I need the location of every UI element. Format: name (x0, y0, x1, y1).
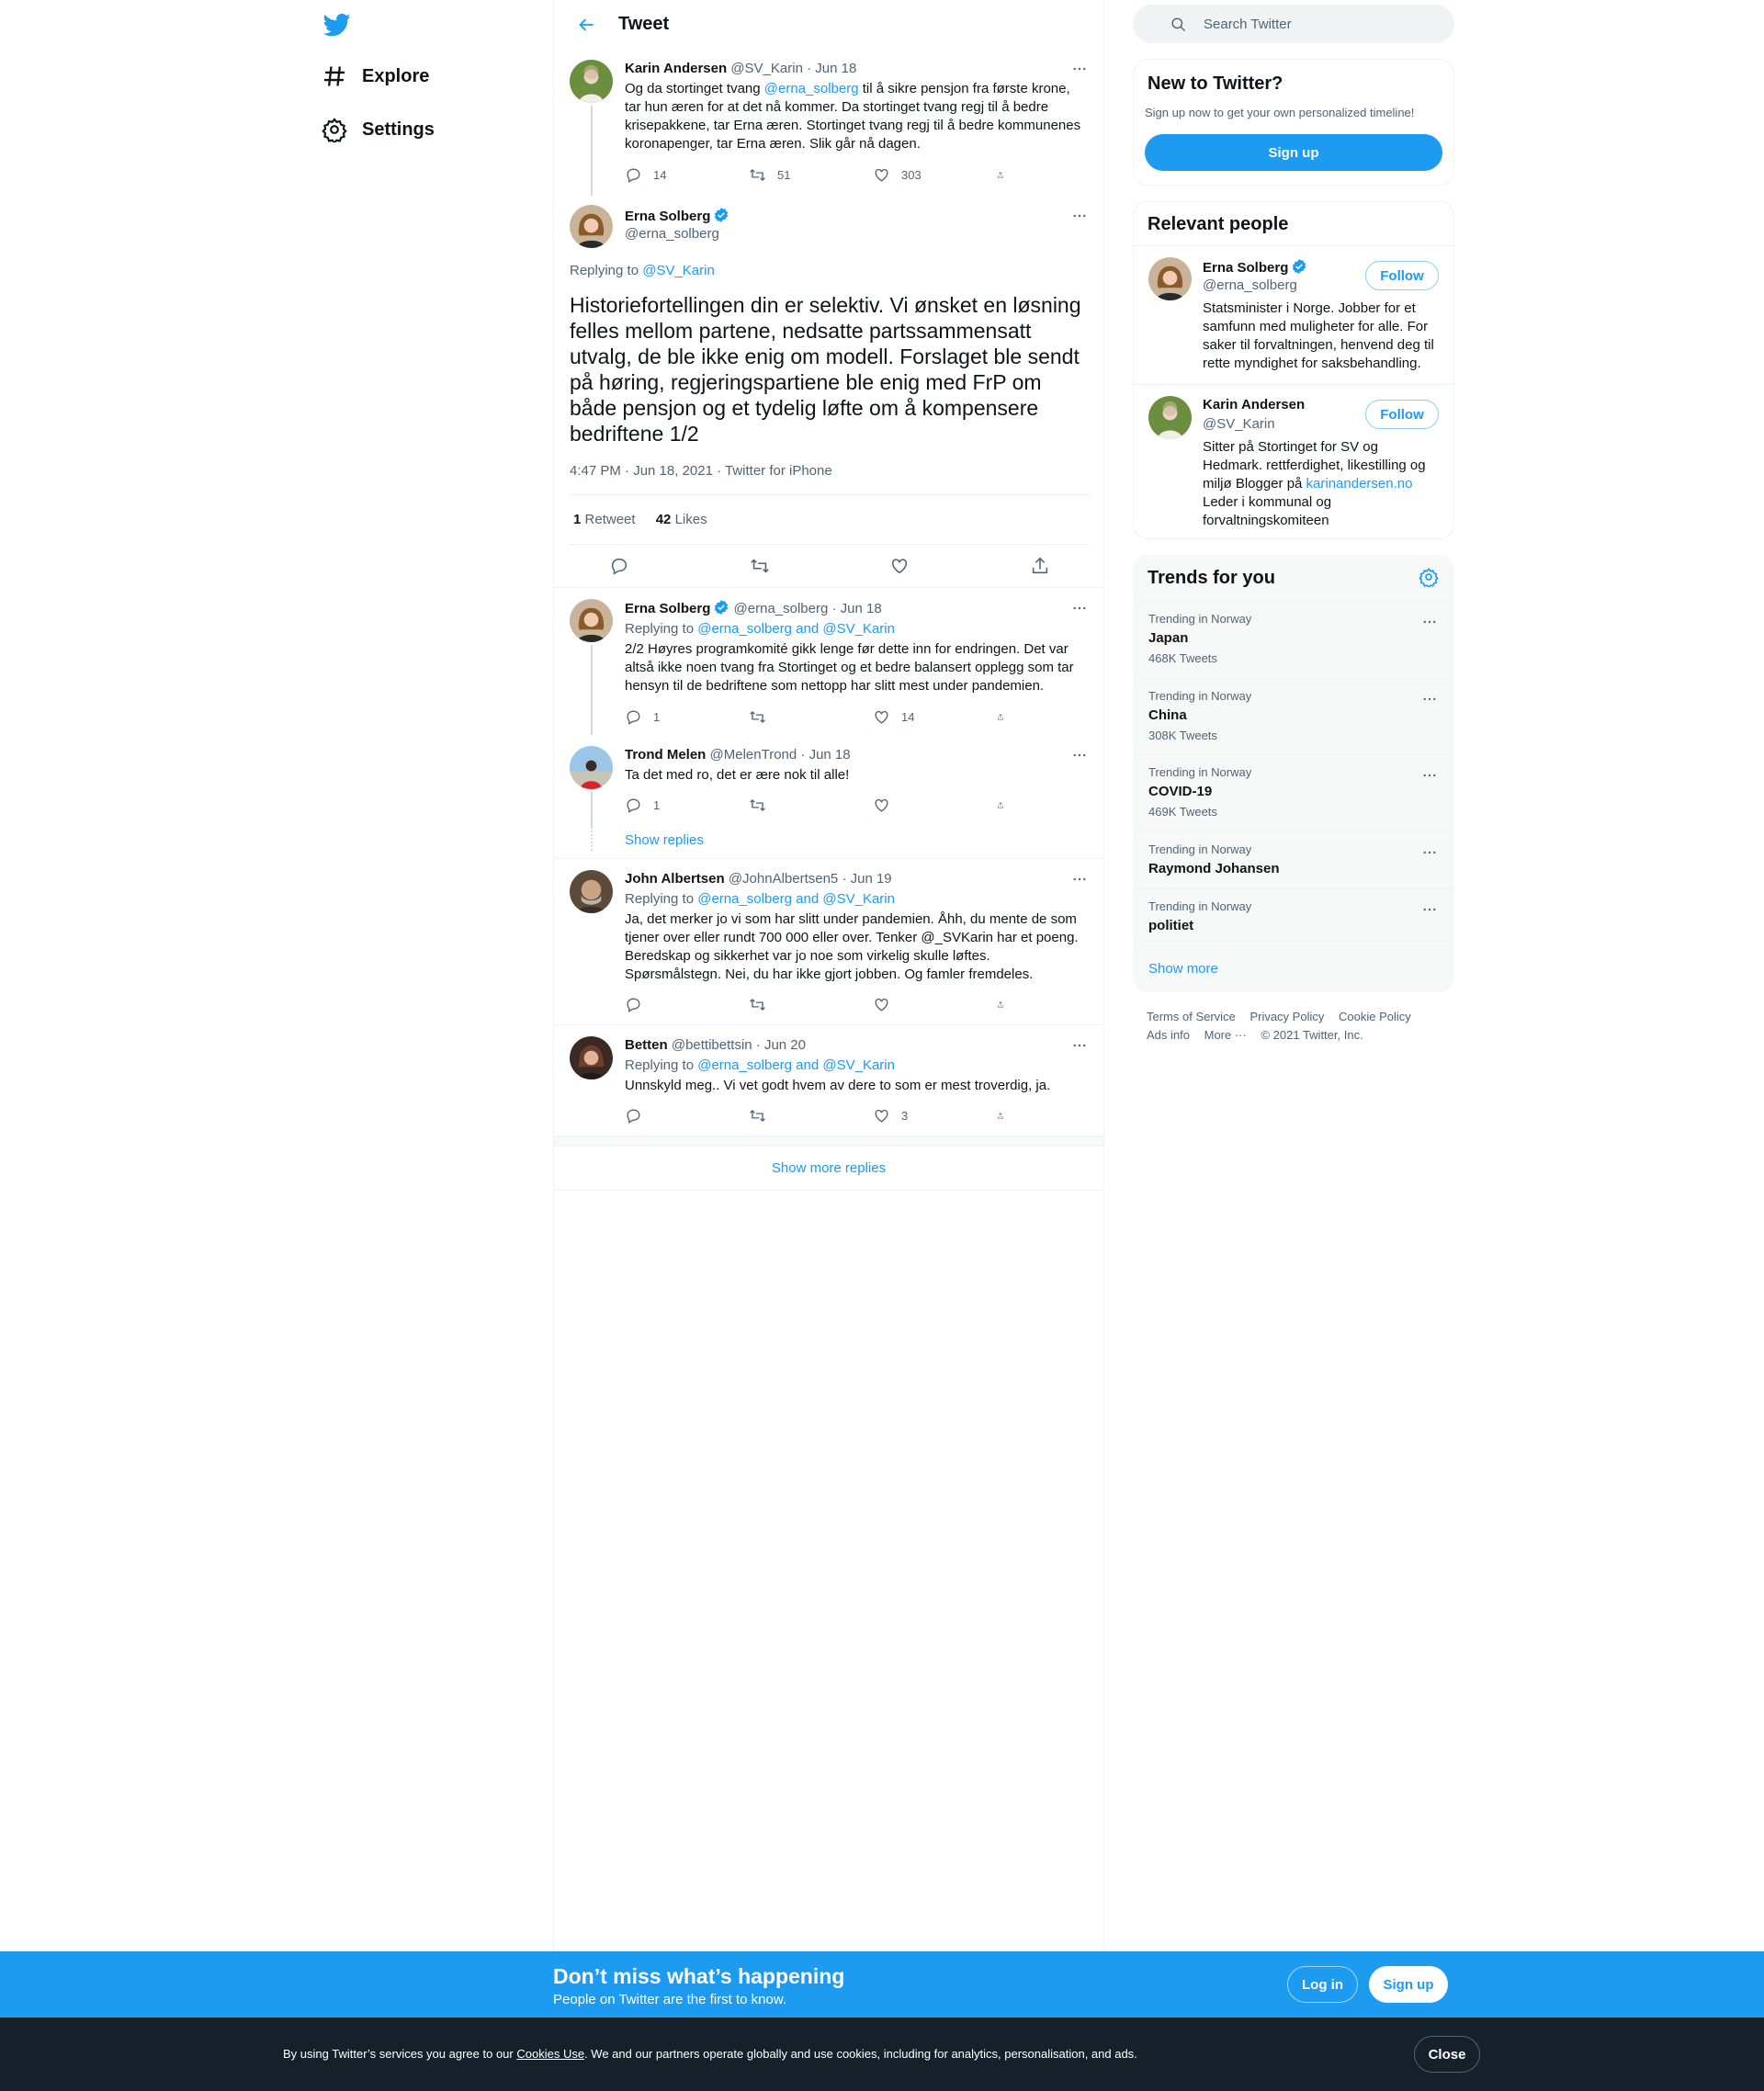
replying-prefix: Replying to (625, 1057, 698, 1073)
bio-text: Sitter på Stortinget for SV og Hedmark. rettferdighet, likestilling og miljø Blogger på (1203, 439, 1426, 492)
mention-link[interactable]: @SV_Karin (642, 263, 715, 278)
card-title: New to Twitter? (1148, 73, 1283, 94)
author-name-text: Erna Solberg (625, 209, 711, 224)
tweet-timestamp[interactable]: 4:47 PM · Jun 18, 2021 · Twitter for iPhone (570, 463, 832, 479)
author-handle[interactable]: @bettibettsin (671, 1037, 752, 1053)
person-name-text: Erna Solberg (1203, 260, 1289, 276)
more-options-icon[interactable] (1419, 764, 1441, 786)
heart-icon (873, 1107, 890, 1125)
trend-context: Trending in Norway (1148, 612, 1252, 626)
reply-icon (625, 797, 642, 814)
twitter-logo-icon[interactable] (322, 11, 353, 39)
author-handle[interactable]: @MelenTrond (709, 747, 797, 763)
trend-count: 469K Tweets (1148, 805, 1217, 819)
mention-link[interactable]: @erna_solberg and @SV_Karin (697, 621, 895, 637)
tweet-date[interactable]: · Jun 18 (800, 747, 851, 763)
prompt-subtitle: People on Twitter are the first to know. (553, 1992, 787, 2007)
retweet-button[interactable] (749, 994, 841, 1014)
share-icon (997, 166, 1004, 184)
person-bio (1203, 438, 1442, 530)
reply-icon (625, 708, 642, 726)
cookie-policy-link[interactable]: Cookie Policy (1338, 1010, 1411, 1023)
author-name[interactable]: Trond Melen (625, 747, 707, 763)
replying-prefix: Replying to (625, 621, 698, 637)
like-count: 303 (901, 167, 922, 182)
gear-icon (322, 117, 347, 142)
retweet-count: 51 (777, 167, 791, 182)
author-name[interactable] (625, 207, 729, 224)
tweet-actions (625, 706, 1015, 727)
author-name[interactable]: John Albertsen (625, 871, 725, 887)
replying-prefix: Replying to (570, 263, 643, 278)
tweet-date[interactable]: · Jun 19 (842, 871, 892, 887)
divider (1134, 945, 1453, 946)
trend-context: Trending in Norway (1148, 899, 1252, 913)
tweet-header (625, 599, 1089, 618)
bio-text: Leder i kommunal og forvaltningskomiteen (1203, 494, 1332, 528)
reply-button[interactable] (625, 795, 717, 815)
tweet-header (625, 60, 1089, 78)
show-more-replies-button[interactable] (554, 1147, 1103, 1191)
page-title: Tweet (618, 14, 670, 34)
cookie-text-part: By using Twitter’s services you agree to our (283, 2047, 517, 2061)
more-options-icon[interactable] (1419, 899, 1441, 921)
tweet-actions (625, 795, 1015, 815)
search-placeholder: Search Twitter (1204, 16, 1292, 32)
card-title: Trends for you (1148, 568, 1275, 588)
tweet-header (625, 1036, 1089, 1055)
tweet-date[interactable]: · Jun 20 (755, 1037, 806, 1053)
main-tweet (554, 196, 1103, 588)
reply-icon (625, 1107, 642, 1125)
mention-link[interactable]: @erna_solberg and @SV_Karin (697, 891, 895, 907)
like-button[interactable] (873, 795, 965, 815)
reply-tweet[interactable] (554, 735, 1103, 858)
like-button[interactable] (873, 1105, 965, 1125)
thread-line (591, 106, 593, 196)
retweet-icon (749, 797, 766, 814)
retweet-button[interactable] (749, 795, 841, 815)
avatar[interactable] (570, 746, 613, 789)
tweet-date[interactable]: · Jun 18 (831, 601, 882, 616)
retweet-label: Retweet (584, 512, 636, 527)
person-item[interactable] (1134, 246, 1453, 384)
reply-button[interactable] (625, 994, 717, 1014)
replying-to (625, 1057, 1089, 1075)
heart-icon (873, 797, 890, 814)
retweets-stat[interactable] (573, 512, 636, 527)
retweet-icon (749, 166, 766, 184)
more-options-icon[interactable] (1069, 744, 1091, 766)
sign-up-button[interactable]: Sign up (1369, 1966, 1448, 2003)
retweet-icon (749, 1107, 766, 1125)
new-to-twitter-card (1133, 59, 1454, 186)
person-handle[interactable]: @SV_Karin (1203, 416, 1275, 432)
retweet-icon (749, 996, 766, 1013)
main-tweet-actions (609, 556, 1050, 578)
relevant-people-card (1133, 201, 1454, 539)
likes-stat[interactable] (656, 512, 707, 527)
nav-explore[interactable] (322, 58, 429, 95)
footer (1147, 1008, 1441, 1045)
sign-up-button[interactable]: Sign up (1145, 134, 1442, 171)
tweet-header (625, 746, 1089, 764)
trends-card (1133, 555, 1454, 992)
tweet-actions (625, 164, 1015, 185)
show-more-replies-label: Show more replies (771, 1160, 887, 1176)
trend-count: 468K Tweets (1148, 651, 1217, 665)
author-name[interactable]: Betten (625, 1037, 668, 1053)
trend-context: Trending in Norway (1148, 765, 1252, 779)
like-total: 42 (655, 512, 672, 527)
share-button[interactable] (997, 1105, 1015, 1125)
avatar[interactable] (570, 205, 613, 248)
reply-button[interactable] (625, 706, 717, 727)
avatar[interactable] (570, 60, 613, 103)
tweet-text-part: Og da stortinget tvang (625, 81, 764, 96)
reply-icon[interactable] (609, 556, 629, 578)
share-icon (997, 1107, 1004, 1125)
show-replies-link[interactable]: Show replies (625, 832, 704, 848)
mention-link[interactable]: @erna_solberg (763, 81, 859, 96)
tweet-text: Ja, det merker jo vi som har slitt under pandemien. Åhh, du mente de som tjener over eller rundt 700 000 eller over. Tenker @_SVKarin har et poeng. Beredskap og sikkerhet var jo noe som virkelig skulle løftes. Spørsmålstegn. Nei, du har ikke gjort jobben. Og famler fremdeles. (625, 911, 1079, 982)
tweet-text-part: til å sikre pensjon fra første krone, tar hun æren for at det nå kommer. Da stortinget tvang regj til å bedre krisepakkene, tar Erna æren. Stortinget tvang regj til å bedre kommunenes koronapenger, tar Erna æren. Slik går nå dagen. (625, 81, 1081, 152)
section-spacer (554, 1136, 1103, 1147)
hashtag-icon (322, 63, 347, 89)
tweet-text: 2/2 Høyres programkomité gikk lenge før dette inn for endringen. Det var altså ikke noen tvang fra Stortinget og et bedre balansert opplegg som tar hensyn til de bedriftene som nettopp har slitt mest under pandemien. (625, 641, 1074, 694)
tweet-actions (625, 994, 1015, 1014)
retweet-button[interactable] (749, 1105, 841, 1125)
author-handle[interactable]: @erna_solberg (733, 601, 829, 616)
tweet-date[interactable]: · Jun 18 (807, 61, 857, 76)
trend-name: COVID-19 (1148, 784, 1213, 799)
more-options-icon[interactable] (1419, 688, 1441, 710)
thread-line (591, 645, 593, 735)
terms-link[interactable]: Terms of Service (1147, 1010, 1236, 1023)
divider (570, 494, 1090, 495)
like-label: Likes (674, 512, 707, 527)
show-more-trends-link[interactable]: Show more (1148, 961, 1218, 977)
thread-dots (591, 831, 593, 851)
heart-icon (873, 708, 890, 726)
share-button[interactable] (997, 795, 1015, 815)
retweet-button[interactable] (749, 706, 841, 727)
like-button[interactable] (873, 994, 965, 1014)
mention-link[interactable]: @erna_solberg and @SV_Karin (697, 1057, 895, 1073)
trend-context: Trending in Norway (1148, 842, 1252, 856)
main-column (553, 0, 1104, 1952)
tweet-text: Unnskyld meg.. Vi vet godt hvem av dere to som er mest troverdig, ja. (625, 1078, 1051, 1093)
author-name[interactable]: Erna Solberg (625, 601, 711, 616)
person-name[interactable]: Karin Andersen (1203, 397, 1306, 413)
more-options-icon[interactable] (1069, 868, 1091, 890)
avatar[interactable] (1148, 257, 1192, 300)
share-button[interactable] (997, 706, 1015, 727)
verified-badge-icon (713, 207, 729, 223)
reply-tweet[interactable] (554, 859, 1103, 1024)
person-handle[interactable]: @erna_solberg (1203, 277, 1297, 293)
share-button[interactable] (997, 164, 1015, 185)
reply-tweet[interactable] (554, 588, 1103, 735)
card-title: Relevant people (1148, 214, 1289, 234)
share-icon[interactable] (1030, 556, 1050, 578)
login-prompt-bar (0, 1951, 1764, 2018)
close-button[interactable]: Close (1414, 2036, 1480, 2073)
trend-item[interactable] (1134, 889, 1453, 946)
follow-button[interactable]: Follow (1365, 261, 1439, 290)
log-in-button[interactable]: Log in (1287, 1966, 1358, 2003)
heart-icon (873, 166, 890, 184)
main-header (554, 0, 1103, 49)
reply-count: 14 (653, 167, 667, 182)
person-item[interactable] (1134, 385, 1453, 539)
like-count: 3 (901, 1108, 909, 1123)
trend-name: China (1148, 707, 1187, 723)
author-handle[interactable]: @SV_Karin (730, 61, 803, 76)
reply-icon (625, 166, 642, 184)
trend-count: 308K Tweets (1148, 729, 1217, 742)
card-subtitle: Sign up now to get your own personalized timeline! (1145, 106, 1415, 119)
tweet-header (625, 870, 1089, 888)
prompt-title: Don’t miss what’s happening (553, 1964, 845, 1988)
gear-icon[interactable] (1419, 567, 1441, 589)
retweet-button[interactable] (749, 164, 841, 185)
nav-explore-label: Explore (362, 65, 430, 86)
more-options-icon[interactable] (1069, 1034, 1091, 1057)
avatar[interactable] (570, 1036, 613, 1079)
cookie-text (283, 2047, 1137, 2061)
author-handle[interactable]: @erna_solberg (625, 226, 719, 242)
more-options-icon[interactable] (1419, 611, 1441, 633)
search-input[interactable] (1133, 5, 1454, 43)
avatar[interactable] (570, 870, 613, 913)
replying-to (625, 620, 1089, 639)
trend-item[interactable] (1134, 755, 1453, 831)
author-handle[interactable]: @JohnAlbertsen5 (728, 871, 839, 887)
reply-count: 1 (653, 709, 661, 724)
replying-to (570, 263, 715, 278)
follow-button[interactable]: Follow (1365, 400, 1439, 429)
avatar[interactable] (1148, 396, 1192, 439)
tweet-text (625, 80, 1089, 153)
divider (570, 544, 1090, 545)
cookie-consent-bar (0, 2018, 1764, 2091)
copyright: © 2021 Twitter, Inc. (1261, 1028, 1363, 1042)
tweet-header (625, 207, 729, 242)
ads-info-link[interactable]: Ads info (1147, 1028, 1190, 1042)
share-icon (997, 996, 1004, 1013)
trend-name: Raymond Johansen (1148, 861, 1280, 876)
reply-tweet[interactable] (554, 1025, 1103, 1136)
bio-link[interactable]: karinandersen.no (1306, 476, 1413, 492)
verified-badge-icon (713, 599, 729, 616)
cookies-use-link[interactable]: Cookies Use (516, 2047, 585, 2061)
tweet-stats (573, 512, 707, 527)
more-options-icon[interactable] (1069, 205, 1091, 227)
avatar[interactable] (570, 599, 613, 642)
more-options-icon[interactable] (1069, 58, 1091, 80)
search-icon (1151, 16, 1187, 33)
trend-name: Japan (1148, 630, 1189, 646)
heart-icon[interactable] (889, 556, 910, 578)
reply-button[interactable] (625, 1105, 717, 1125)
heart-icon (873, 996, 890, 1013)
thread-line (591, 792, 593, 829)
more-link[interactable]: More ··· (1204, 1028, 1247, 1042)
cookie-text-part: . We and our partners operate globally and use cookies, including for analytics, personalisation, and ads. (584, 2047, 1137, 2061)
author-name[interactable]: Karin Andersen (625, 61, 728, 76)
reply-button[interactable] (625, 164, 717, 185)
more-options-icon[interactable] (1069, 597, 1091, 619)
verified-badge-icon (1291, 258, 1307, 275)
replying-to (625, 890, 1089, 909)
person-bio: Statsminister i Norge. Jobber for et samfunn med muligheter for alle. For saker til forvaltningen, henvend deg til rette myndighet for saksbehandling. (1203, 300, 1434, 371)
nav-settings[interactable] (322, 111, 435, 148)
nav-settings-label: Settings (362, 119, 435, 140)
back-arrow-icon[interactable] (571, 8, 604, 41)
main-tweet-text: Historiefortellingen din er selektiv. Vi ønsket en løsning felles mellom partene, nedsatte partssammensatt utvalg, de ble ikke enig om modell. Forslaget ble sendt på høring, regjeringspartiene ble enig med FrP om både pensjon og et tydelig løfte om å kompensere bedriftene 1/2 (570, 293, 1081, 446)
retweet-total: 1 (573, 512, 582, 527)
parent-tweet[interactable] (554, 49, 1103, 196)
like-button[interactable] (873, 706, 965, 727)
retweet-icon[interactable] (750, 556, 770, 578)
person-name[interactable] (1203, 258, 1307, 276)
trend-item[interactable] (1134, 679, 1453, 755)
like-count: 14 (901, 709, 915, 724)
retweet-icon (749, 708, 766, 726)
trend-name: politiet (1148, 918, 1194, 933)
replying-prefix: Replying to (625, 891, 698, 907)
tweet-actions (625, 1105, 1015, 1125)
trend-item[interactable] (1134, 832, 1453, 889)
share-icon (997, 797, 1004, 814)
trend-context: Trending in Norway (1148, 689, 1252, 703)
share-icon (997, 708, 1004, 726)
tweet-text: Ta det med ro, det er ære nok til alle! (625, 767, 850, 783)
reply-icon (625, 996, 642, 1013)
privacy-link[interactable]: Privacy Policy (1250, 1010, 1325, 1023)
like-button[interactable] (873, 164, 965, 185)
share-button[interactable] (997, 994, 1015, 1014)
more-options-icon[interactable] (1419, 842, 1441, 864)
reply-count: 1 (653, 797, 661, 812)
trend-item[interactable] (1134, 602, 1453, 678)
